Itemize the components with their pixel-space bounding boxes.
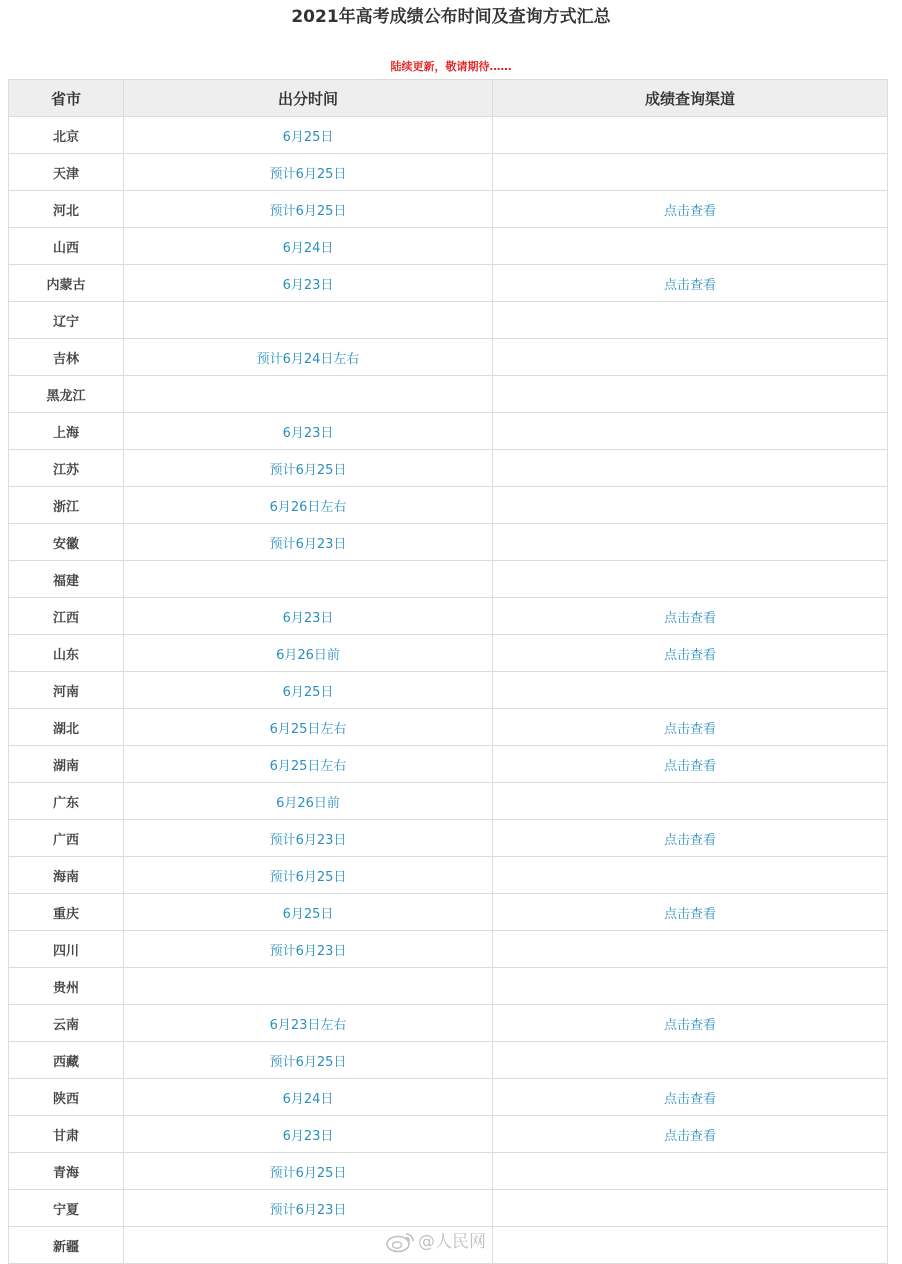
view-link[interactable]: 点击查看 bbox=[663, 906, 716, 922]
table-row bbox=[9, 857, 888, 894]
table-body bbox=[9, 117, 888, 1264]
score-time-cell: 6月23日 bbox=[124, 265, 493, 302]
table-row bbox=[9, 339, 888, 376]
column-header-score-time: 出分时间 bbox=[124, 80, 493, 117]
province-cell: 黑龙江 bbox=[9, 376, 124, 413]
table-row bbox=[9, 672, 888, 709]
score-time-cell: 预计6月25日 bbox=[124, 191, 493, 228]
score-time-cell: 6月23日 bbox=[124, 413, 493, 450]
table-row bbox=[9, 561, 888, 598]
table-row bbox=[9, 746, 888, 783]
score-time-cell: 6月26日左右 bbox=[124, 487, 493, 524]
table-row bbox=[9, 191, 888, 228]
query-channel-cell bbox=[493, 968, 888, 1005]
score-time-cell: 预计6月23日 bbox=[124, 931, 493, 968]
view-link[interactable]: 点击查看 bbox=[663, 758, 716, 774]
province-cell: 贵州 bbox=[9, 968, 124, 1005]
province-cell: 海南 bbox=[9, 857, 124, 894]
query-channel-cell bbox=[493, 931, 888, 968]
table-header bbox=[9, 80, 888, 117]
table-row bbox=[9, 1190, 888, 1227]
query-channel-cell bbox=[493, 561, 888, 598]
score-time-cell: 预计6月23日 bbox=[124, 524, 493, 561]
province-cell: 江西 bbox=[9, 598, 124, 635]
score-time-cell: 6月23日左右 bbox=[124, 1005, 493, 1042]
query-channel-cell bbox=[493, 339, 888, 376]
query-channel-cell bbox=[493, 709, 888, 746]
table-row bbox=[9, 450, 888, 487]
query-channel-cell bbox=[493, 191, 888, 228]
score-time-cell: 6月24日 bbox=[124, 228, 493, 265]
query-channel-cell bbox=[493, 672, 888, 709]
province-cell: 新疆 bbox=[9, 1227, 124, 1264]
score-time-cell: 6月23日 bbox=[124, 1116, 493, 1153]
view-link[interactable]: 点击查看 bbox=[663, 832, 716, 848]
table-row bbox=[9, 154, 888, 191]
view-link[interactable]: 点击查看 bbox=[663, 203, 716, 219]
province-cell: 山东 bbox=[9, 635, 124, 672]
province-cell: 青海 bbox=[9, 1153, 124, 1190]
province-cell: 吉林 bbox=[9, 339, 124, 376]
score-time-cell: 6月25日左右 bbox=[124, 709, 493, 746]
province-cell: 上海 bbox=[9, 413, 124, 450]
score-time-cell bbox=[124, 376, 493, 413]
view-link[interactable]: 点击查看 bbox=[663, 721, 716, 737]
table-row bbox=[9, 635, 888, 672]
table-row bbox=[9, 265, 888, 302]
query-channel-cell bbox=[493, 1116, 888, 1153]
query-channel-cell bbox=[493, 376, 888, 413]
score-time-cell bbox=[124, 561, 493, 598]
table-row bbox=[9, 783, 888, 820]
view-link[interactable]: 点击查看 bbox=[663, 1091, 716, 1107]
score-time-cell: 预计6月24日左右 bbox=[124, 339, 493, 376]
update-notice: 陆续更新，敬请期待…… bbox=[390, 60, 512, 73]
province-cell: 云南 bbox=[9, 1005, 124, 1042]
province-cell: 北京 bbox=[9, 117, 124, 154]
table-row bbox=[9, 931, 888, 968]
query-channel-cell bbox=[493, 1190, 888, 1227]
score-time-cell: 6月26日前 bbox=[124, 635, 493, 672]
province-cell: 陕西 bbox=[9, 1079, 124, 1116]
table-row bbox=[9, 598, 888, 635]
query-channel-cell bbox=[493, 265, 888, 302]
score-time-cell: 预计6月25日 bbox=[124, 1153, 493, 1190]
score-time-cell: 预计6月25日 bbox=[124, 857, 493, 894]
view-link[interactable]: 点击查看 bbox=[663, 1128, 716, 1144]
province-cell: 河南 bbox=[9, 672, 124, 709]
query-channel-cell bbox=[493, 1005, 888, 1042]
table-row bbox=[9, 894, 888, 931]
province-cell: 湖南 bbox=[9, 746, 124, 783]
province-cell: 辽宁 bbox=[9, 302, 124, 339]
table-row bbox=[9, 487, 888, 524]
page-title: 2021年高考成绩公布时间及查询方式汇总 bbox=[291, 7, 611, 27]
score-time-cell bbox=[124, 302, 493, 339]
score-time-cell: 6月24日 bbox=[124, 1079, 493, 1116]
view-link[interactable]: 点击查看 bbox=[663, 647, 716, 663]
province-cell: 四川 bbox=[9, 931, 124, 968]
table-row bbox=[9, 376, 888, 413]
query-channel-cell bbox=[493, 746, 888, 783]
score-time-cell: 预计6月25日 bbox=[124, 450, 493, 487]
province-cell: 河北 bbox=[9, 191, 124, 228]
query-channel-cell bbox=[493, 1079, 888, 1116]
weibo-icon bbox=[385, 1231, 415, 1253]
province-cell: 宁夏 bbox=[9, 1190, 124, 1227]
query-channel-cell bbox=[493, 820, 888, 857]
query-channel-cell bbox=[493, 413, 888, 450]
query-channel-cell bbox=[493, 154, 888, 191]
header-row bbox=[9, 80, 888, 117]
table-row bbox=[9, 820, 888, 857]
query-channel-cell bbox=[493, 598, 888, 635]
watermark bbox=[385, 1230, 486, 1254]
province-cell: 西藏 bbox=[9, 1042, 124, 1079]
table-row bbox=[9, 1116, 888, 1153]
province-cell: 广西 bbox=[9, 820, 124, 857]
table-row bbox=[9, 228, 888, 265]
query-channel-cell bbox=[493, 894, 888, 931]
score-time-cell bbox=[124, 968, 493, 1005]
province-cell: 山西 bbox=[9, 228, 124, 265]
province-cell: 浙江 bbox=[9, 487, 124, 524]
query-channel-cell bbox=[493, 450, 888, 487]
score-time-cell: 预计6月23日 bbox=[124, 820, 493, 857]
table-row bbox=[9, 709, 888, 746]
query-channel-cell bbox=[493, 524, 888, 561]
table-row bbox=[9, 117, 888, 154]
view-link[interactable]: 点击查看 bbox=[663, 1017, 716, 1033]
province-cell: 甘肃 bbox=[9, 1116, 124, 1153]
province-cell: 安徽 bbox=[9, 524, 124, 561]
view-link[interactable]: 点击查看 bbox=[663, 277, 716, 293]
score-time-cell: 6月26日前 bbox=[124, 783, 493, 820]
score-time-cell: 预计6月23日 bbox=[124, 1190, 493, 1227]
score-time-cell: 6月25日 bbox=[124, 117, 493, 154]
query-channel-cell bbox=[493, 117, 888, 154]
query-channel-cell bbox=[493, 635, 888, 672]
score-time-cell: 6月25日 bbox=[124, 672, 493, 709]
results-table bbox=[8, 79, 888, 1264]
province-cell: 重庆 bbox=[9, 894, 124, 931]
province-cell: 湖北 bbox=[9, 709, 124, 746]
province-cell: 天津 bbox=[9, 154, 124, 191]
query-channel-cell bbox=[493, 1042, 888, 1079]
table-row bbox=[9, 1005, 888, 1042]
province-cell: 江苏 bbox=[9, 450, 124, 487]
table-row bbox=[9, 1153, 888, 1190]
table-row bbox=[9, 413, 888, 450]
watermark-text: @人民网 bbox=[418, 1232, 486, 1252]
table-row bbox=[9, 1079, 888, 1116]
view-link[interactable]: 点击查看 bbox=[663, 610, 716, 626]
query-channel-cell bbox=[493, 302, 888, 339]
query-channel-cell bbox=[493, 1227, 888, 1264]
score-time-cell: 6月25日左右 bbox=[124, 746, 493, 783]
province-cell: 内蒙古 bbox=[9, 265, 124, 302]
score-time-cell: 预计6月25日 bbox=[124, 1042, 493, 1079]
query-channel-cell bbox=[493, 487, 888, 524]
table-row bbox=[9, 1042, 888, 1079]
query-channel-cell bbox=[493, 228, 888, 265]
query-channel-cell bbox=[493, 1153, 888, 1190]
column-header-query-channel: 成绩查询渠道 bbox=[493, 80, 888, 117]
score-time-cell: 6月25日 bbox=[124, 894, 493, 931]
table-row bbox=[9, 524, 888, 561]
query-channel-cell bbox=[493, 783, 888, 820]
table-row bbox=[9, 968, 888, 1005]
score-time-cell: 6月23日 bbox=[124, 598, 493, 635]
province-cell: 福建 bbox=[9, 561, 124, 598]
table-row bbox=[9, 302, 888, 339]
province-cell: 广东 bbox=[9, 783, 124, 820]
score-time-cell: 预计6月25日 bbox=[124, 154, 493, 191]
query-channel-cell bbox=[493, 857, 888, 894]
column-header-province: 省市 bbox=[9, 80, 124, 117]
